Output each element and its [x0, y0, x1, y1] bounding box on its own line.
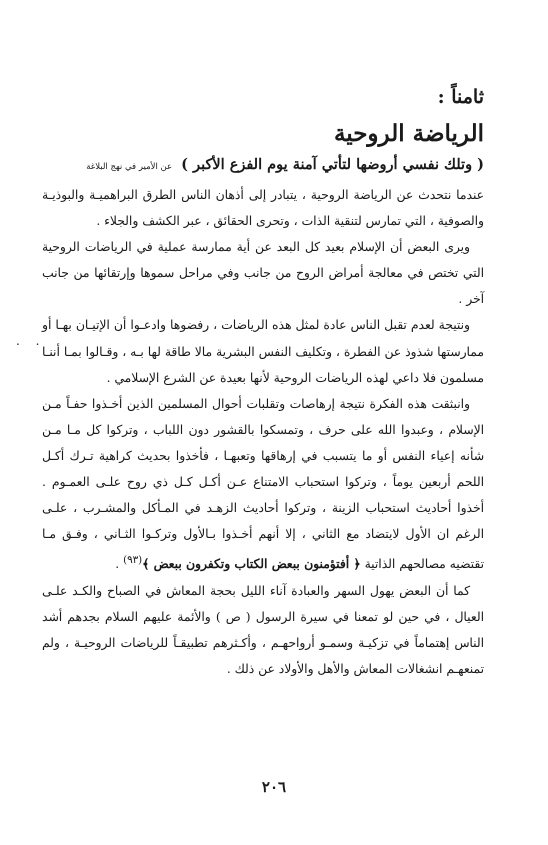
paragraph: ونتيجة لعدم تقبل الناس عادة لمثل هذه الرياضات ، رفضوها وادعـوا أن الإتيـان بهـا أو ممارستها شذوذ عن الفطرة ، وتكليف النفس البشرية مالا طاقة لها بـه ، وقـالوا بمـا أننـا مسلمون فلا داعي لهذه الرياضات الروحية لأنها بعيدة عن الشرع الإسلامي .	[42, 318, 484, 385]
page-number: ٢٠٦	[261, 778, 287, 796]
quote-source: عن الأمير في نهج البلاغة	[86, 162, 173, 172]
paragraph-end: .	[115, 557, 124, 572]
paragraph: عندما نتحدث عن الرياضة الروحية ، يتبادر إلى أذهان الناس الطرق البراهميـة والبوذيـة والصوفية ، التي تمارس لتنقية الذات ، وتحرى الحقائق ، عبر الكشف والجلاء .	[42, 188, 484, 229]
paragraph-text: وانبثقت هذه الفكرة نتيجة إرهاصات وتقلبات أحوال المسلمين الذين أخـذوا حفـاً مـن الإسلام ، وعبدوا الله على حرف ، وتمسكوا بالقشور دون اللباب ، وتركوا كل مـا مـن شأنه إعياء النفس أو ما يتسبب في إرهاقها وتعبهـا ، فأخذوا بحديث كراهية تـرك أكـل اللحم أربعين يوماً ، وتركوا استحباب الامتناع عـن أكـل كـل ذي روح علـى العمـوم . أخذوا أحاديث استحباب الزينة ، وتركوا أحاديث الزهـد في المـأكل والمشـرب ، علـى الرغم ان الأول لايتضاد مع الثاني ، إلا أنهم أخـذوا بـالأول وتركـوا الثـاني ، وفـق مـا تقتضيه مصالحهم الذاتية	[42, 396, 484, 572]
paragraph: ويرى البعض أن الإسلام بعيد كل البعد عن أية ممارسة عملية في الرياضات الروحية التي تختص في معالجة أمراض الروح من جانب وفي مراحل سموها وإرتقائها من جانب آخر .	[42, 240, 484, 307]
section-label: ثامناً :	[437, 86, 484, 108]
footnote-reference: (٩٣)	[123, 554, 143, 567]
quranic-verse: ﴿ أفتؤمنون ببعض الكتاب وتكفرون ببعض ﴾	[142, 556, 361, 572]
quote-text: ( وتلك نفسي أروضها لتأتي آمنة يوم الفزع الأكبر )	[181, 156, 484, 173]
opening-quote	[54, 156, 484, 173]
chapter-title: الرياضة الروحية	[333, 120, 484, 147]
body-text	[42, 182, 484, 682]
margin-marks: . .	[16, 334, 46, 348]
paragraph	[42, 391, 484, 578]
paragraph: كما أن البعض يهول السهر والعبادة آناء الليل بحجة المعاش في الصباح والكـد علـى العيال ، في حين لو تمعنا في سيرة الرسول ( ص ) والأئمة عليهم السلام بجدهم أشد الناس إهتماماً في تزكيـة وسمـو أرواحهـم ، وأكـثرهم تطبيقـاً للرياضات الروحيـة ، ولم تمنعهـم انشغالات المعاش والأهل والأولاد عن ذلك .	[42, 583, 484, 676]
